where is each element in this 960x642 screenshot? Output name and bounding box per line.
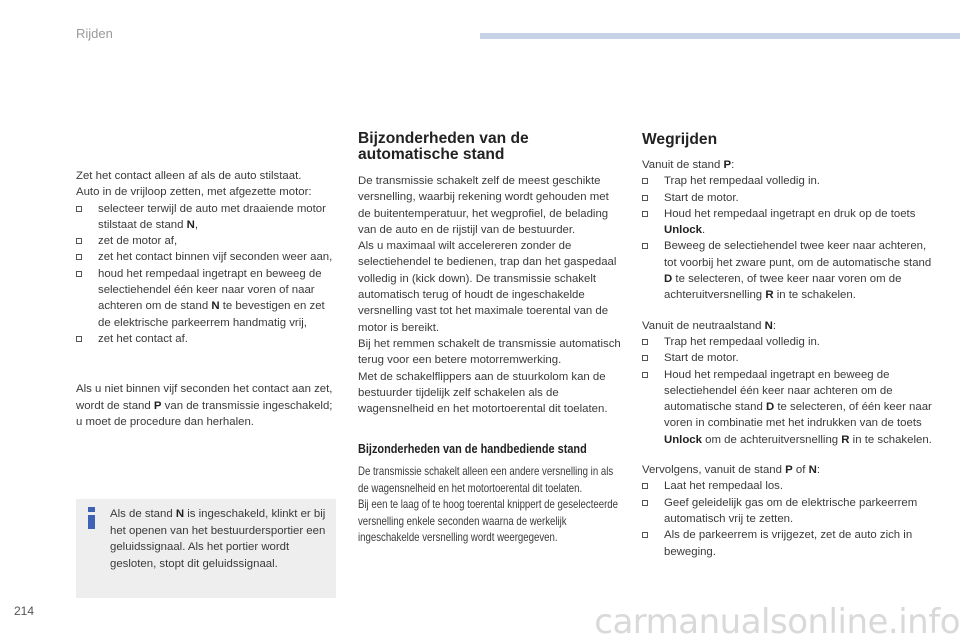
header-bar (480, 33, 960, 39)
section-heading-wegrijden: Wegrijden (642, 131, 718, 148)
bullet-icon (642, 532, 648, 538)
manual-paragraph-1: De transmissie schakelt alleen een andere versnelling in als de wagensnelheid en het motortoerental dit toelaten. (358, 465, 614, 495)
list-item: zet de motor af, (76, 233, 338, 249)
list-item: zet het contact binnen vijf seconden weer aan, (76, 249, 338, 265)
auto-paragraph-1: De transmissie schakelt zelf de meest geschikte versnelling, waarbij rekening wordt gehouden met de buitentemperatuur, het wegprofiel, de belading van de auto en de rijstijl van de bestuurder. (358, 175, 609, 236)
neutral-steps-list (76, 201, 338, 348)
info-text: Als de stand N is ingeschakeld, klinkt er bij het openen van het bestuurdersportier een geluidssignaal. Als het portier wordt gesloten, stopt dit geluidssignaal. (110, 508, 326, 570)
intro-line-1: Zet het contact alleen af als de auto stilstaat. (76, 170, 302, 182)
bullet-icon (642, 178, 648, 184)
bullet-icon (642, 355, 648, 361)
auto-paragraph-3: Bij het remmen schakelt de transmissie automatisch terug voor een betere motorremwerking. (358, 337, 621, 367)
from-n-intro: Vanuit de neutraalstand N: (642, 319, 777, 332)
column-middle (358, 131, 624, 547)
list-item: zet het contact af. (76, 331, 338, 347)
bullet-icon (642, 243, 648, 249)
bullet-icon (642, 500, 648, 506)
info-box (76, 499, 336, 598)
section-heading-automatic: Bijzonderheden van de automatische stand (358, 130, 529, 163)
list-item: Trap het rempedaal volledig in. (642, 334, 932, 350)
page-number: 214 (14, 604, 35, 618)
from-n-steps (642, 334, 932, 448)
column-right (642, 131, 932, 560)
intro-line-2: Auto in de vrijloop zetten, met afgezette motor: (76, 186, 312, 199)
list-item: Laat het rempedaal los. (642, 478, 932, 494)
list-item: Als de parkeerrem is vrijgezet, zet de auto zich in beweging. (642, 527, 932, 560)
bullet-icon (76, 336, 82, 342)
bullet-icon (642, 483, 648, 489)
bullet-icon (642, 195, 648, 201)
then-steps (642, 478, 932, 559)
manual-text (358, 464, 622, 547)
from-p-intro: Vanuit de stand P: (642, 159, 735, 171)
bullet-icon (642, 339, 648, 345)
bullet-icon (76, 271, 82, 277)
list-item: Geef geleidelijk gas om de elektrische parkeerrem automatisch vrij te zetten. (642, 495, 932, 528)
list-item: Trap het rempedaal volledig in. (642, 173, 932, 189)
list-item: Houd het rempedaal ingetrapt en beweeg de selectiehendel één keer naar achteren om de automatische stand D te selecteren, of één keer naar voren in combinatie met het indrukken van de toets Unlock om de achteruitversnelling R in te schakelen. (642, 367, 932, 448)
auto-paragraph-2: Als u maximaal wilt accelereren zonder de selectiehendel te bedienen, trap dan het gaspedaal volledig in (kick down). De transmissie schakelt automatisch terug of houdt de ingeschakelde versnelling vast tot het maximale toerental van de motor is bereikt. (358, 240, 617, 334)
bullet-icon (76, 254, 82, 260)
bullet-icon (642, 372, 648, 378)
column-left (76, 168, 338, 430)
list-item: Start de motor. (642, 190, 932, 206)
then-intro: Vervolgens, vanuit de stand P of N: (642, 464, 820, 477)
list-item: Start de motor. (642, 350, 932, 366)
bullet-icon (76, 206, 82, 212)
info-icon (87, 507, 97, 529)
header-title: Rijden (76, 26, 113, 41)
watermark: carmanualsonline.info (594, 602, 960, 642)
manual-paragraph-2: Bij een te laag of te hoog toerental knippert de geselecteerde versnelling enkele seconden waarna de werkelijk ingeschakelde versnelling wordt weergegeven. (358, 498, 619, 545)
bullet-icon (642, 211, 648, 217)
list-item: Beweeg de selectiehendel twee keer naar achteren, tot voorbij het zware punt, om de automatische stand D te selecteren, of twee keer naar voren om de achteruitversnelling R in te schakelen. (642, 238, 932, 303)
restart-note: Als u niet binnen vijf seconden het contact aan zet, wordt de stand P van de transmissie ingeschakeld; u moet de procedure dan herhalen. (76, 383, 333, 428)
list-item: Houd het rempedaal ingetrapt en druk op de toets Unlock. (642, 206, 932, 239)
list-item: houd het rempedaal ingetrapt en beweeg de selectiehendel één keer naar voren of naar achteren om de stand N te bevestigen en zet de elektrische parkeerrem handmatig vrij, (76, 266, 338, 331)
bullet-icon (76, 238, 82, 244)
section-heading-manual: Bijzonderheden van de handbediende stand (358, 441, 587, 457)
from-p-steps (642, 173, 932, 303)
list-item: selecteer terwijl de auto met draaiende motor stilstaat de stand N, (76, 201, 338, 234)
auto-paragraph-4: Met de schakelflippers aan de stuurkolom kan de bestuurder tijdelijk zelf schakelen als de wagensnelheid en het motortoerental dit toelaten. (358, 370, 608, 416)
